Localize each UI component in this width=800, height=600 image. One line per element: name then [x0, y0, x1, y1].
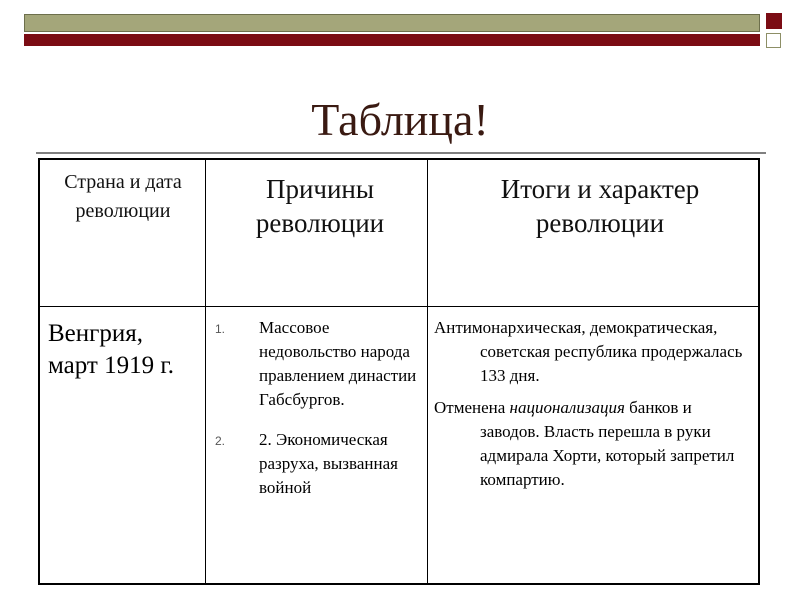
header-country: Страна и дата революции	[64, 171, 182, 222]
cause-text: Массовое недовольство народа правлением династии Габсбургов.	[259, 318, 417, 409]
title-divider	[36, 152, 766, 154]
corner-square-outline	[766, 33, 781, 48]
slide-title: Таблица!	[311, 94, 489, 145]
row-country: Венгрия, март 1919 г.	[48, 320, 175, 379]
results-cell	[428, 310, 760, 500]
results-text: банков и заводов. Власть перешла в руки адмирала Хорти, который запретил компартию.	[480, 398, 735, 489]
cause-item	[205, 316, 427, 412]
accent-bar	[24, 34, 760, 46]
revolution-table	[38, 158, 760, 585]
header-causes: Причины революции	[255, 174, 385, 238]
results-paragraph	[434, 396, 754, 492]
corner-square-filled	[766, 13, 782, 29]
results-text: Антимонархическая, демократическая, советская республика продержалась 133 дня.	[434, 318, 743, 385]
top-decorative-bar	[24, 14, 760, 32]
cause-item	[205, 428, 427, 500]
header-results: Итоги и характер революции	[500, 174, 700, 238]
cause-number: 1.	[215, 322, 226, 336]
header-divider	[40, 306, 758, 307]
results-paragraph	[434, 316, 754, 388]
cause-text: 2. Экономическая разруха, вызванная войной	[259, 430, 398, 497]
causes-list	[205, 316, 427, 516]
results-text: Отменена	[434, 398, 510, 417]
results-emphasis: национализация	[509, 398, 625, 417]
cause-number: 2.	[215, 434, 226, 448]
